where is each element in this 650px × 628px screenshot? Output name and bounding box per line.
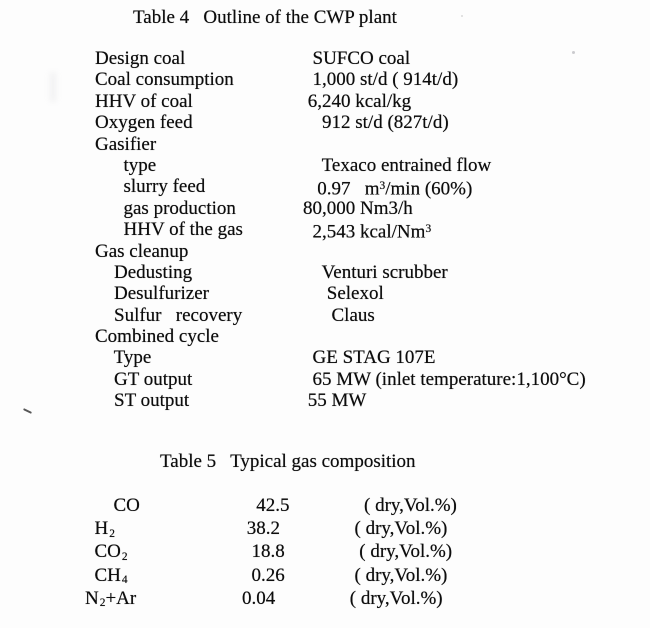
value-text: 1,000 st/d ( 914t/d)	[303, 69, 459, 91]
row-label: slurry feed	[95, 176, 206, 198]
value-text: Texaco entrained flow	[303, 154, 492, 176]
table4-row	[0, 219, 650, 243]
row-value	[303, 198, 413, 219]
table4-row	[0, 48, 650, 69]
row-label: Coal consumption	[95, 69, 234, 91]
row-value	[303, 91, 411, 112]
table4-row	[0, 91, 650, 112]
species-text: CO	[85, 495, 140, 516]
composition-value: 18.8	[242, 541, 285, 563]
table4-row	[0, 198, 650, 219]
table4	[0, 48, 650, 412]
row-label: gas production	[95, 197, 236, 219]
value-text: SUFCO coal	[303, 48, 411, 69]
table4-row	[0, 112, 650, 133]
value-text: 2,543 kcal/Nm	[303, 221, 426, 243]
table5-row	[0, 540, 650, 563]
row-label: ST output	[95, 390, 190, 412]
species-label	[85, 587, 136, 616]
row-label: HHV of coal	[95, 90, 193, 112]
table4-row	[0, 241, 650, 262]
row-value	[303, 112, 449, 133]
species-text: H	[85, 518, 109, 540]
row-value	[303, 262, 448, 283]
value-text: Venturi scrubber	[303, 261, 448, 283]
composition-value: 42.5	[242, 495, 290, 516]
row-label: Sulfur recovery	[95, 304, 243, 326]
row-label: HHV of the gas	[95, 219, 243, 241]
unit-label: ( dry,Vol.%)	[345, 495, 457, 516]
row-value	[303, 369, 586, 390]
unit-label: ( dry,Vol.%)	[345, 564, 448, 586]
species-text: N	[85, 587, 99, 609]
row-value	[303, 347, 436, 368]
table4-row	[0, 369, 650, 390]
row-label: Type	[95, 347, 152, 369]
unit-label: ( dry,Vol.%)	[345, 587, 443, 609]
table4-title: Table 4 Outline of the CWP plant	[133, 7, 397, 28]
table4-row	[0, 69, 650, 90]
row-label: Gas cleanup	[95, 240, 189, 262]
value-text: 80,000 Nm3/h	[303, 197, 413, 219]
row-value	[303, 155, 491, 176]
value-text: Selexol	[303, 283, 384, 305]
table4-row	[0, 347, 650, 368]
table4-row	[0, 326, 650, 347]
row-label: Design coal	[95, 48, 186, 69]
unit-label: ( dry,Vol.%)	[345, 518, 448, 540]
row-label: Combined cycle	[95, 326, 219, 348]
table4-row	[0, 262, 650, 283]
value-text: 0.97 m	[303, 179, 380, 201]
row-value	[303, 48, 410, 69]
row-value	[303, 283, 384, 304]
table4-row	[0, 305, 650, 326]
value-text: GE STAG 107E	[303, 347, 436, 369]
species-subscript: 2	[121, 551, 128, 564]
row-label: type	[95, 154, 157, 176]
composition-value: 0.26	[242, 564, 285, 586]
scan-artifact-speck	[461, 15, 463, 17]
table5-row	[0, 564, 650, 587]
table5-row	[0, 587, 650, 610]
row-value	[303, 69, 458, 90]
value-suffix: /min (60%)	[385, 179, 473, 201]
species-suffix: +Ar	[105, 587, 137, 609]
row-label: GT output	[95, 368, 193, 390]
row-value	[303, 305, 375, 326]
scan-artifact-speck	[572, 51, 575, 54]
table5-row	[0, 517, 650, 540]
row-label: Oxygen feed	[95, 112, 193, 134]
composition-value: 38.2	[242, 518, 280, 540]
value-text: 6,240 kcal/kg	[303, 90, 412, 112]
composition-value: 0.04	[242, 587, 276, 609]
species-subscript: 2	[109, 527, 115, 540]
row-label: Gasifier	[95, 133, 157, 155]
species-subscript: 4	[121, 574, 128, 587]
value-text: 65 MW (inlet temperature:1,100°C)	[303, 368, 586, 390]
row-label: Dedusting	[95, 261, 193, 283]
row-value	[303, 390, 366, 411]
table5-title: Table 5 Typical gas composition	[160, 451, 416, 472]
species-text: CH	[85, 564, 121, 586]
row-label: Desulfurizer	[95, 283, 209, 305]
value-text: Claus	[303, 304, 375, 326]
scan-artifact-smudge	[50, 72, 56, 102]
table5-row	[0, 494, 650, 517]
table4-row	[0, 283, 650, 304]
value-superscript: 3	[379, 180, 386, 193]
value-superscript: 3	[425, 223, 432, 236]
species-subscript: 2	[99, 597, 106, 610]
table4-row	[0, 176, 650, 201]
table4-row	[0, 390, 650, 411]
species-text: CO	[85, 541, 121, 563]
value-text: 912 st/d (827t/d)	[303, 112, 449, 134]
table5	[0, 494, 650, 610]
unit-label: ( dry,Vol.%)	[345, 541, 453, 563]
table4-row	[0, 134, 650, 155]
value-text: 55 MW	[303, 390, 367, 412]
table4-row	[0, 155, 650, 176]
